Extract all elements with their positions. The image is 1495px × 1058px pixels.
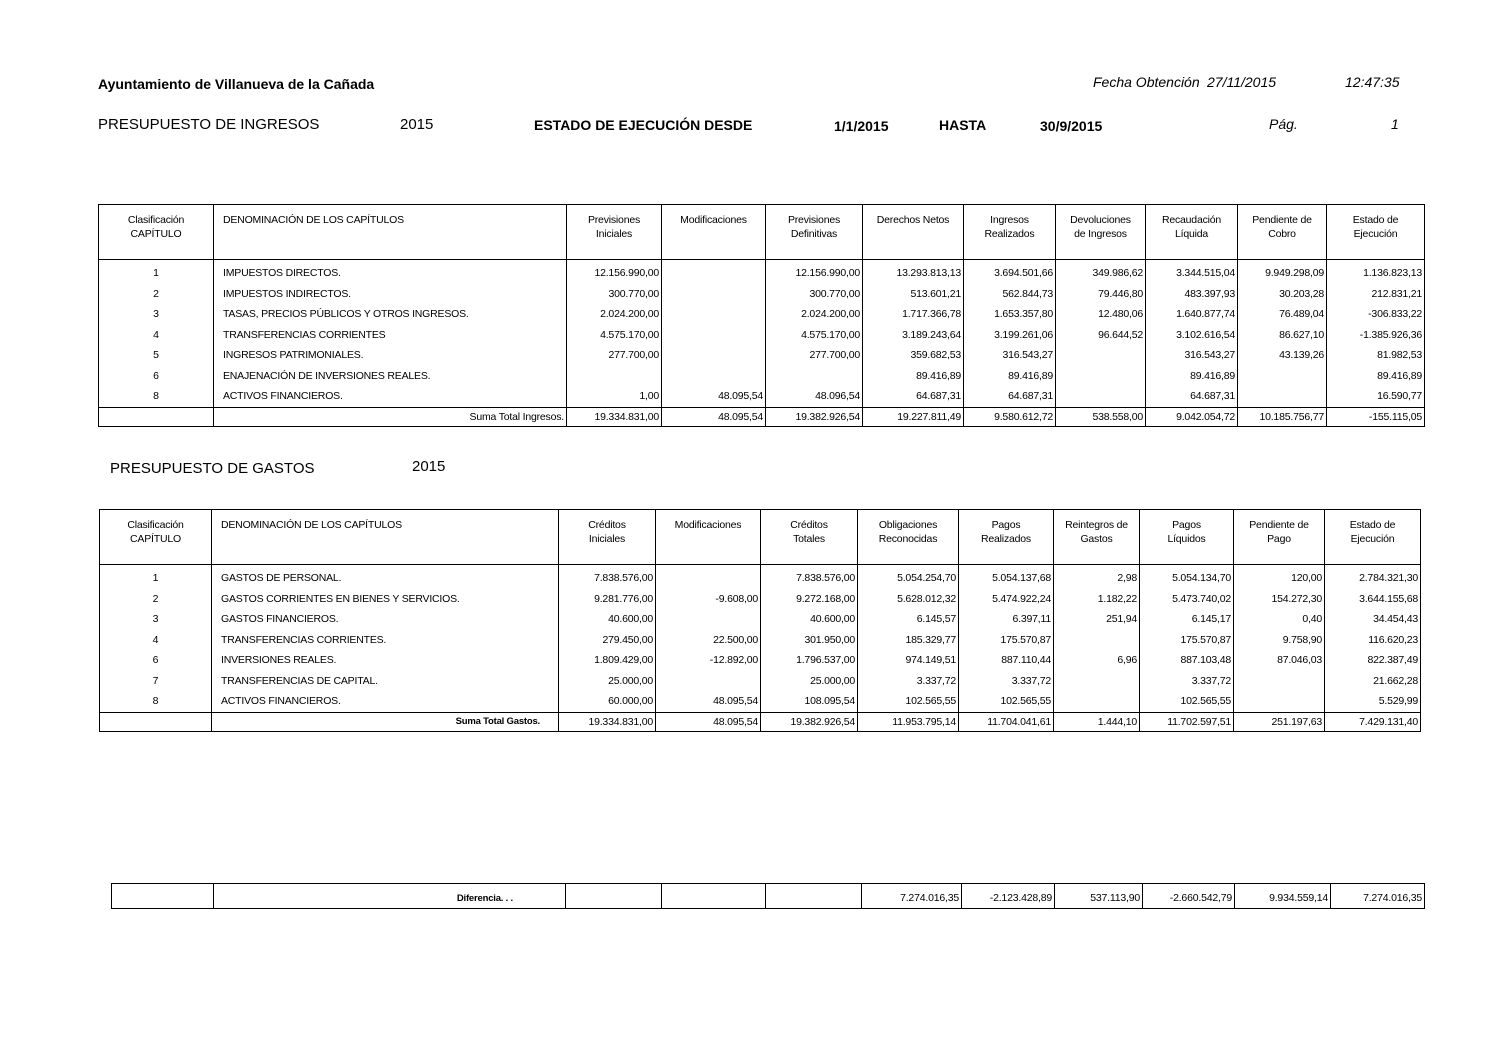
cell-col-3: 7.838.576,00 xyxy=(559,565,656,589)
cell-denominacion: GASTOS CORRIENTES EN BIENES Y SERVICIOS. xyxy=(212,589,559,610)
cell-col-3: 1.809.429,00 xyxy=(559,650,656,671)
cell-col-8: 79.446,80 xyxy=(1056,284,1146,305)
table-row xyxy=(100,589,1421,610)
cell-clasificacion: 5 xyxy=(99,345,214,366)
cell-modificaciones xyxy=(662,260,766,284)
pag-label: Pág. xyxy=(1269,116,1298,132)
cell-clasificacion: 8 xyxy=(100,691,212,712)
header-row xyxy=(99,205,1425,260)
table-row xyxy=(100,565,1421,589)
column-header-col-3 xyxy=(559,510,656,565)
estado-label: ESTADO DE EJECUCIÓN DESDE xyxy=(534,117,753,133)
column-header-line: Iniciales xyxy=(595,228,633,240)
cell-estado-ejecucion: 16.590,77 xyxy=(1327,386,1425,407)
table-row xyxy=(100,671,1421,692)
total-cell-col-7: 11.704.041,61 xyxy=(959,712,1054,731)
diferencia-cell-col-8: 537.113,90 xyxy=(1055,884,1143,909)
cell-col-3 xyxy=(567,366,662,387)
table-row xyxy=(100,630,1421,651)
column-header-line: Totales xyxy=(793,533,825,545)
column-header-line: Ingresos xyxy=(990,214,1029,226)
cell-col-5: 25.000,00 xyxy=(761,671,858,692)
column-header-line: Modificaciones xyxy=(674,519,742,531)
cell-clasificacion: 4 xyxy=(99,325,214,346)
diferencia-cell-pendiente: 9.934.559,14 xyxy=(1235,884,1331,909)
diferencia-cell-modificaciones xyxy=(662,884,766,909)
cell-denominacion: TRANSFERENCIAS CORRIENTES xyxy=(214,325,567,346)
cell-col-5: 1.796.537,00 xyxy=(761,650,858,671)
cell-col-3: 25.000,00 xyxy=(559,671,656,692)
cell-denominacion: TASAS, PRECIOS PÚBLICOS Y OTROS INGRESOS. xyxy=(214,304,567,325)
diferencia-cell-col-6: 7.274.016,35 xyxy=(862,884,962,909)
cell-col-6: 6.145,57 xyxy=(858,609,959,630)
cell-col-6: 359.682,53 xyxy=(863,345,964,366)
total-cell-col-6: 11.953.795,14 xyxy=(858,712,959,731)
cell-col-7: 5.054.137,68 xyxy=(959,565,1054,589)
column-header-line: Realizados xyxy=(981,533,1031,545)
cell-col-5: 301.950,00 xyxy=(761,630,858,651)
cell-denominacion: TRANSFERENCIAS CORRIENTES. xyxy=(212,630,559,651)
column-header-modificaciones xyxy=(656,510,761,565)
column-header-line: Cobro xyxy=(1268,228,1296,240)
cell-denominacion: ACTIVOS FINANCIEROS. xyxy=(212,691,559,712)
cell-col-7: 3.337,72 xyxy=(959,671,1054,692)
gastos-title: PRESUPUESTO DE GASTOS xyxy=(110,460,315,477)
cell-pendiente: 76.489,04 xyxy=(1238,304,1327,325)
column-header-line: Ejecución xyxy=(1353,228,1398,240)
cell-col-8: 349.986,62 xyxy=(1056,260,1146,284)
cell-denominacion: ACTIVOS FINANCIEROS. xyxy=(214,386,567,407)
cell-col-5: 40.600,00 xyxy=(761,609,858,630)
cell-estado-ejecucion: -306.833,22 xyxy=(1327,304,1425,325)
cell-modificaciones xyxy=(656,609,761,630)
total-row xyxy=(99,407,1425,426)
cell-col-7: 887.110,44 xyxy=(959,650,1054,671)
column-header-col-7 xyxy=(959,510,1054,565)
cell-col-6: 3.337,72 xyxy=(858,671,959,692)
cell-col-5: 9.272.168,00 xyxy=(761,589,858,610)
column-header-estado-ejecucion xyxy=(1325,510,1421,565)
cell-col-6: 13.293.813,13 xyxy=(863,260,964,284)
cell-pendiente: 0,40 xyxy=(1234,609,1325,630)
column-header-line: Previsiones xyxy=(587,214,641,226)
column-header-line: Clasificación xyxy=(127,214,185,226)
cell-estado-ejecucion: -1.385.926,36 xyxy=(1327,325,1425,346)
header-row xyxy=(100,510,1421,565)
pag-number: 1 xyxy=(1391,116,1399,132)
cell-col-7: 175.570,87 xyxy=(959,630,1054,651)
gastos-table xyxy=(99,509,1421,732)
column-header-col-5 xyxy=(761,510,858,565)
column-header-col-5 xyxy=(766,205,863,260)
cell-denominacion: IMPUESTOS INDIRECTOS. xyxy=(214,284,567,305)
cell-col-3: 279.450,00 xyxy=(559,630,656,651)
cell-clasificacion: 3 xyxy=(99,304,214,325)
cell-estado-ejecucion: 116.620,23 xyxy=(1325,630,1421,651)
cell-col-9: 5.054.134,70 xyxy=(1140,565,1234,589)
diferencia-row xyxy=(112,884,1425,909)
cell-estado-ejecucion: 89.416,89 xyxy=(1327,366,1425,387)
cell-col-5: 277.700,00 xyxy=(766,345,863,366)
table-row xyxy=(99,260,1425,284)
cell-clasificacion: 2 xyxy=(100,589,212,610)
hora-value: 12:47:35 xyxy=(1345,74,1400,90)
cell-pendiente: 120,00 xyxy=(1234,565,1325,589)
cell-col-7: 1.653.357,80 xyxy=(964,304,1056,325)
total-cell-col-9: 9.042.054,72 xyxy=(1146,407,1238,426)
hasta-date: 30/9/2015 xyxy=(1040,118,1103,134)
cell-col-7: 5.474.922,24 xyxy=(959,589,1054,610)
column-header-col-9 xyxy=(1146,205,1238,260)
total-cell-col-8: 1.444,10 xyxy=(1054,712,1140,731)
total-cell-modificaciones: 48.095,54 xyxy=(656,712,761,731)
column-header-denominacion xyxy=(214,205,567,260)
cell-pendiente: 30.203,28 xyxy=(1238,284,1327,305)
column-header-line: Gastos xyxy=(1080,533,1113,545)
total-cell-col-5: 19.382.926,54 xyxy=(761,712,858,731)
cell-modificaciones: -9.608,00 xyxy=(656,589,761,610)
cell-col-5: 48.096,54 xyxy=(766,386,863,407)
cell-pendiente: 9.758,90 xyxy=(1234,630,1325,651)
column-header-line: Obligaciones xyxy=(878,519,938,531)
cell-col-3: 277.700,00 xyxy=(567,345,662,366)
column-header-line: Derechos Netos xyxy=(876,214,950,226)
cell-col-5: 108.095,54 xyxy=(761,691,858,712)
cell-estado-ejecucion: 3.644.155,68 xyxy=(1325,589,1421,610)
cell-col-9: 3.102.616,54 xyxy=(1146,325,1238,346)
total-cell-modificaciones: 48.095,54 xyxy=(662,407,766,426)
cell-col-6: 513.601,21 xyxy=(863,284,964,305)
cell-col-8: 6,96 xyxy=(1054,650,1140,671)
column-header-pendiente xyxy=(1238,205,1327,260)
column-header-line: Reconocidas xyxy=(878,533,938,545)
cell-col-3: 300.770,00 xyxy=(567,284,662,305)
table-row xyxy=(99,325,1425,346)
column-header-line: Líquida xyxy=(1174,228,1209,240)
cell-col-5 xyxy=(766,366,863,387)
column-header-line: Definitivas xyxy=(790,228,838,240)
table-row xyxy=(99,386,1425,407)
cell-clasificacion: 3 xyxy=(100,609,212,630)
column-header-line: Pendiente de xyxy=(1249,519,1309,531)
table-row xyxy=(99,304,1425,325)
cell-col-6: 5.628.012,32 xyxy=(858,589,959,610)
column-header-line: Reintegros de xyxy=(1065,519,1128,531)
column-header-col-3 xyxy=(567,205,662,260)
cell-col-7: 3.694.501,66 xyxy=(964,260,1056,284)
cell-col-8 xyxy=(1056,345,1146,366)
diferencia-cell-estado-ejecucion: 7.274.016,35 xyxy=(1331,884,1425,909)
cell-clasificacion: 7 xyxy=(100,671,212,692)
cell-col-9: 887.103,48 xyxy=(1140,650,1234,671)
cell-clasificacion: 6 xyxy=(99,366,214,387)
cell-modificaciones xyxy=(656,671,761,692)
cell-col-9: 64.687,31 xyxy=(1146,386,1238,407)
total-cell-col-8: 538.558,00 xyxy=(1056,407,1146,426)
cell-col-3: 60.000,00 xyxy=(559,691,656,712)
column-header-line: Pagos xyxy=(991,519,1021,531)
cell-col-8 xyxy=(1056,386,1146,407)
cell-modificaciones: 48.095,54 xyxy=(656,691,761,712)
entity-name: Ayuntamiento de Villanueva de la Cañada xyxy=(98,76,375,92)
cell-clasificacion: 8 xyxy=(99,386,214,407)
column-header-line: Pago xyxy=(1267,533,1291,545)
cell-pendiente: 9.949.298,09 xyxy=(1238,260,1327,284)
desde-date: 1/1/2015 xyxy=(834,118,889,134)
total-cell-col-3: 19.334.831,00 xyxy=(559,712,656,731)
cell-clasificacion: 6 xyxy=(100,650,212,671)
column-header-col-6 xyxy=(858,510,959,565)
cell-estado-ejecucion: 5.529,99 xyxy=(1325,691,1421,712)
total-cell-clasificacion xyxy=(100,712,212,731)
cell-denominacion: INGRESOS PATRIMONIALES. xyxy=(214,345,567,366)
fecha-label: Fecha Obtención xyxy=(1093,74,1200,90)
total-cell-estado-ejecucion: 7.429.131,40 xyxy=(1325,712,1421,731)
cell-denominacion: TRANSFERENCIAS DE CAPITAL. xyxy=(212,671,559,692)
diferencia-cell-col-7: -2.123.428,89 xyxy=(962,884,1055,909)
diferencia-cell-clasificacion xyxy=(112,884,214,909)
cell-col-8: 12.480,06 xyxy=(1056,304,1146,325)
diferencia-label: Diferencia. . . xyxy=(214,884,566,909)
cell-estado-ejecucion: 34.454,43 xyxy=(1325,609,1421,630)
total-cell-col-9: 11.702.597,51 xyxy=(1140,712,1234,731)
cell-col-7: 64.687,31 xyxy=(964,386,1056,407)
column-header-modificaciones xyxy=(662,205,766,260)
cell-col-9: 1.640.877,74 xyxy=(1146,304,1238,325)
total-cell-pendiente: 251.197,63 xyxy=(1234,712,1325,731)
cell-clasificacion: 2 xyxy=(99,284,214,305)
column-header-line: Créditos xyxy=(790,519,828,531)
column-header-col-8 xyxy=(1056,205,1146,260)
cell-col-6: 1.717.366,78 xyxy=(863,304,964,325)
column-header-line: DENOMINACIÓN DE LOS CAPÍTULOS xyxy=(221,519,402,531)
cell-col-7: 316.543,27 xyxy=(964,345,1056,366)
column-header-line: Ejecución xyxy=(1350,533,1395,545)
cell-col-9: 175.570,87 xyxy=(1140,630,1234,651)
cell-denominacion: INVERSIONES REALES. xyxy=(212,650,559,671)
cell-pendiente xyxy=(1234,691,1325,712)
table-row xyxy=(100,650,1421,671)
total-cell-pendiente: 10.185.756,77 xyxy=(1238,407,1327,426)
cell-col-7: 3.199.261,06 xyxy=(964,325,1056,346)
cell-col-3: 9.281.776,00 xyxy=(559,589,656,610)
cell-col-3: 12.156.990,00 xyxy=(567,260,662,284)
cell-modificaciones: -12.892,00 xyxy=(656,650,761,671)
column-header-clasificacion xyxy=(100,510,212,565)
gastos-year: 2015 xyxy=(412,458,446,475)
column-header-line: Modificaciones xyxy=(680,214,747,226)
column-header-line: CAPÍTULO xyxy=(130,533,181,545)
column-header-line: Iniciales xyxy=(588,533,626,545)
column-header-clasificacion xyxy=(99,205,214,260)
diferencia-cell-col-5 xyxy=(766,884,862,909)
cell-col-9: 316.543,27 xyxy=(1146,345,1238,366)
cell-estado-ejecucion: 212.831,21 xyxy=(1327,284,1425,305)
column-header-line: Recaudación xyxy=(1161,214,1222,226)
cell-modificaciones xyxy=(656,565,761,589)
cell-col-6: 974.149,51 xyxy=(858,650,959,671)
cell-clasificacion: 1 xyxy=(100,565,212,589)
cell-col-7: 6.397,11 xyxy=(959,609,1054,630)
cell-col-9: 3.337,72 xyxy=(1140,671,1234,692)
total-cell-col-6: 19.227.811,49 xyxy=(863,407,964,426)
table-row xyxy=(99,284,1425,305)
cell-col-8: 251,94 xyxy=(1054,609,1140,630)
cell-col-6: 3.189.243,64 xyxy=(863,325,964,346)
cell-col-5: 2.024.200,00 xyxy=(766,304,863,325)
cell-pendiente: 154.272,30 xyxy=(1234,589,1325,610)
column-header-col-8 xyxy=(1054,510,1140,565)
total-cell-clasificacion xyxy=(99,407,214,426)
cell-modificaciones xyxy=(662,345,766,366)
cell-estado-ejecucion: 822.387,49 xyxy=(1325,650,1421,671)
column-header-line: Realizados xyxy=(984,228,1035,240)
cell-col-8: 96.644,52 xyxy=(1056,325,1146,346)
cell-col-6: 185.329,77 xyxy=(858,630,959,651)
diferencia-cell-col-9: -2.660.542,79 xyxy=(1143,884,1235,909)
cell-col-6: 89.416,89 xyxy=(863,366,964,387)
column-header-line: Clasificación xyxy=(127,519,184,531)
column-header-col-9 xyxy=(1140,510,1234,565)
total-cell-col-5: 19.382.926,54 xyxy=(766,407,863,426)
cell-col-9: 102.565,55 xyxy=(1140,691,1234,712)
cell-col-8 xyxy=(1056,366,1146,387)
cell-estado-ejecucion: 21.662,28 xyxy=(1325,671,1421,692)
hasta-label: HASTA xyxy=(939,117,987,133)
table-row xyxy=(100,609,1421,630)
cell-pendiente xyxy=(1238,366,1327,387)
column-header-pendiente xyxy=(1234,510,1325,565)
table-row xyxy=(100,691,1421,712)
cell-pendiente xyxy=(1238,386,1327,407)
column-header-line: Previsiones xyxy=(787,214,841,226)
cell-col-7: 562.844,73 xyxy=(964,284,1056,305)
table-row xyxy=(99,345,1425,366)
cell-col-5: 4.575.170,00 xyxy=(766,325,863,346)
cell-col-6: 5.054.254,70 xyxy=(858,565,959,589)
cell-col-9: 6.145,17 xyxy=(1140,609,1234,630)
cell-denominacion: IMPUESTOS DIRECTOS. xyxy=(214,260,567,284)
column-header-denominacion xyxy=(212,510,559,565)
diferencia-cell-col-3 xyxy=(566,884,662,909)
cell-col-5: 12.156.990,00 xyxy=(766,260,863,284)
column-header-col-7 xyxy=(964,205,1056,260)
total-row xyxy=(100,712,1421,731)
total-cell-estado-ejecucion: -155.115,05 xyxy=(1327,407,1425,426)
cell-denominacion: ENAJENACIÓN DE INVERSIONES REALES. xyxy=(214,366,567,387)
cell-clasificacion: 1 xyxy=(99,260,214,284)
cell-col-9: 5.473.740,02 xyxy=(1140,589,1234,610)
cell-col-7: 102.565,55 xyxy=(959,691,1054,712)
total-cell-col-7: 9.580.612,72 xyxy=(964,407,1056,426)
column-header-col-6 xyxy=(863,205,964,260)
cell-col-8: 2,98 xyxy=(1054,565,1140,589)
cell-pendiente: 87.046,03 xyxy=(1234,650,1325,671)
cell-pendiente: 86.627,10 xyxy=(1238,325,1327,346)
fecha-value: 27/11/2015 xyxy=(1207,74,1277,90)
cell-col-3: 4.575.170,00 xyxy=(567,325,662,346)
ingresos-year: 2015 xyxy=(400,116,434,133)
column-header-line: Estado de xyxy=(1349,519,1396,531)
cell-col-8 xyxy=(1054,630,1140,651)
cell-col-8 xyxy=(1054,671,1140,692)
cell-col-5: 7.838.576,00 xyxy=(761,565,858,589)
cell-modificaciones xyxy=(662,366,766,387)
cell-col-7: 89.416,89 xyxy=(964,366,1056,387)
column-header-line: Devoluciones xyxy=(1070,214,1131,226)
total-label: Suma Total Gastos. xyxy=(212,712,559,731)
cell-col-8 xyxy=(1054,691,1140,712)
cell-col-9: 3.344.515,04 xyxy=(1146,260,1238,284)
table-row xyxy=(99,366,1425,387)
cell-estado-ejecucion: 2.784.321,30 xyxy=(1325,565,1421,589)
cell-col-3: 40.600,00 xyxy=(559,609,656,630)
cell-clasificacion: 4 xyxy=(100,630,212,651)
cell-col-6: 102.565,55 xyxy=(858,691,959,712)
column-header-line: Créditos xyxy=(588,519,626,531)
cell-estado-ejecucion: 81.982,53 xyxy=(1327,345,1425,366)
cell-col-9: 483.397,93 xyxy=(1146,284,1238,305)
column-header-estado-ejecucion xyxy=(1327,205,1425,260)
ingresos-title: PRESUPUESTO DE INGRESOS xyxy=(98,116,320,133)
column-header-line: DENOMINACIÓN DE LOS CAPÍTULOS xyxy=(223,214,404,226)
diferencia-table xyxy=(111,883,1425,909)
column-header-line: Estado de xyxy=(1352,214,1399,226)
column-header-line: Pendiente de xyxy=(1252,214,1312,226)
cell-denominacion: GASTOS DE PERSONAL. xyxy=(212,565,559,589)
cell-pendiente xyxy=(1234,671,1325,692)
cell-modificaciones xyxy=(662,325,766,346)
cell-col-5: 300.770,00 xyxy=(766,284,863,305)
cell-col-9: 89.416,89 xyxy=(1146,366,1238,387)
cell-modificaciones xyxy=(662,304,766,325)
total-label: Suma Total Ingresos. xyxy=(214,407,567,426)
ingresos-table xyxy=(98,204,1425,427)
cell-col-3: 2.024.200,00 xyxy=(567,304,662,325)
column-header-line: CAPÍTULO xyxy=(130,228,182,240)
cell-col-8: 1.182,22 xyxy=(1054,589,1140,610)
cell-estado-ejecucion: 1.136.823,13 xyxy=(1327,260,1425,284)
total-cell-col-3: 19.334.831,00 xyxy=(567,407,662,426)
cell-modificaciones: 22.500,00 xyxy=(656,630,761,651)
column-header-line: de Ingresos xyxy=(1074,228,1127,240)
cell-col-3: 1,00 xyxy=(567,386,662,407)
cell-pendiente: 43.139,26 xyxy=(1238,345,1327,366)
column-header-line: Pagos xyxy=(1172,519,1201,531)
cell-col-6: 64.687,31 xyxy=(863,386,964,407)
cell-denominacion: GASTOS FINANCIEROS. xyxy=(212,609,559,630)
cell-modificaciones: 48.095,54 xyxy=(662,386,766,407)
column-header-line: Líquidos xyxy=(1167,533,1206,545)
cell-modificaciones xyxy=(662,284,766,305)
